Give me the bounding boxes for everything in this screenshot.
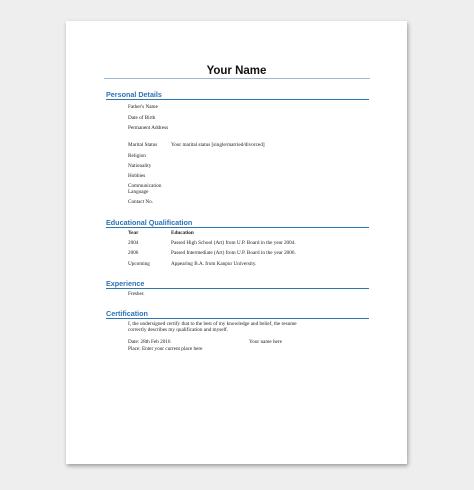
- education-year: 2004: [128, 240, 139, 246]
- education-header-year: Year: [128, 230, 139, 236]
- education-detail: Appearing B.A. from Kanpur University.: [171, 261, 257, 267]
- certification-date: Date: 28th Feb 2016: [128, 339, 171, 345]
- education-year: 2006: [128, 250, 139, 256]
- education-year: Upcoming: [128, 261, 150, 267]
- education-detail: Passed High School (Art) from U.P. Board in the year 2004.: [171, 240, 296, 246]
- section-title-certification: Certification: [106, 309, 148, 318]
- personal-label-address: Permanent Address: [128, 125, 169, 131]
- certification-signature: Your name here: [249, 339, 282, 345]
- certification-statement: I, the undersigned certify that to the best of my knowledge and belief, the resume correctly describes my qualification and myself.: [128, 321, 297, 334]
- section-divider-experience: [106, 288, 369, 289]
- personal-label-fathers-name: Father's Name: [128, 104, 158, 110]
- education-detail: Passed Intermediate (Art) from U.P. Board in the year 2006.: [171, 250, 296, 256]
- name-divider: [104, 78, 370, 79]
- section-divider-certification: [106, 318, 369, 319]
- personal-label-religion: Religion: [128, 153, 146, 159]
- resume-name: Your Name: [206, 65, 267, 77]
- experience-text: Fresher.: [128, 291, 145, 297]
- section-title-personal: Personal Details: [106, 90, 162, 99]
- personal-value-marital-status: Your marital status [single/married/divorced]: [171, 142, 265, 148]
- personal-label-hobbies: Hobbies: [128, 173, 146, 179]
- section-divider-education: [106, 227, 369, 228]
- resume-page: [66, 21, 407, 464]
- education-header-education: Education: [171, 230, 194, 236]
- personal-label-contact: Contact No.: [128, 199, 154, 205]
- section-divider-personal: [106, 99, 369, 100]
- personal-label-nationality: Nationality: [128, 163, 152, 169]
- section-title-experience: Experience: [106, 279, 145, 288]
- personal-label-dob: Date of Birth: [128, 115, 156, 121]
- personal-label-marital-status: Marital Status: [128, 142, 158, 148]
- certification-place: Place: Enter your current place here: [128, 346, 203, 352]
- section-title-education: Educational Qualification: [106, 218, 193, 227]
- personal-label-language: Communication Language: [128, 183, 162, 195]
